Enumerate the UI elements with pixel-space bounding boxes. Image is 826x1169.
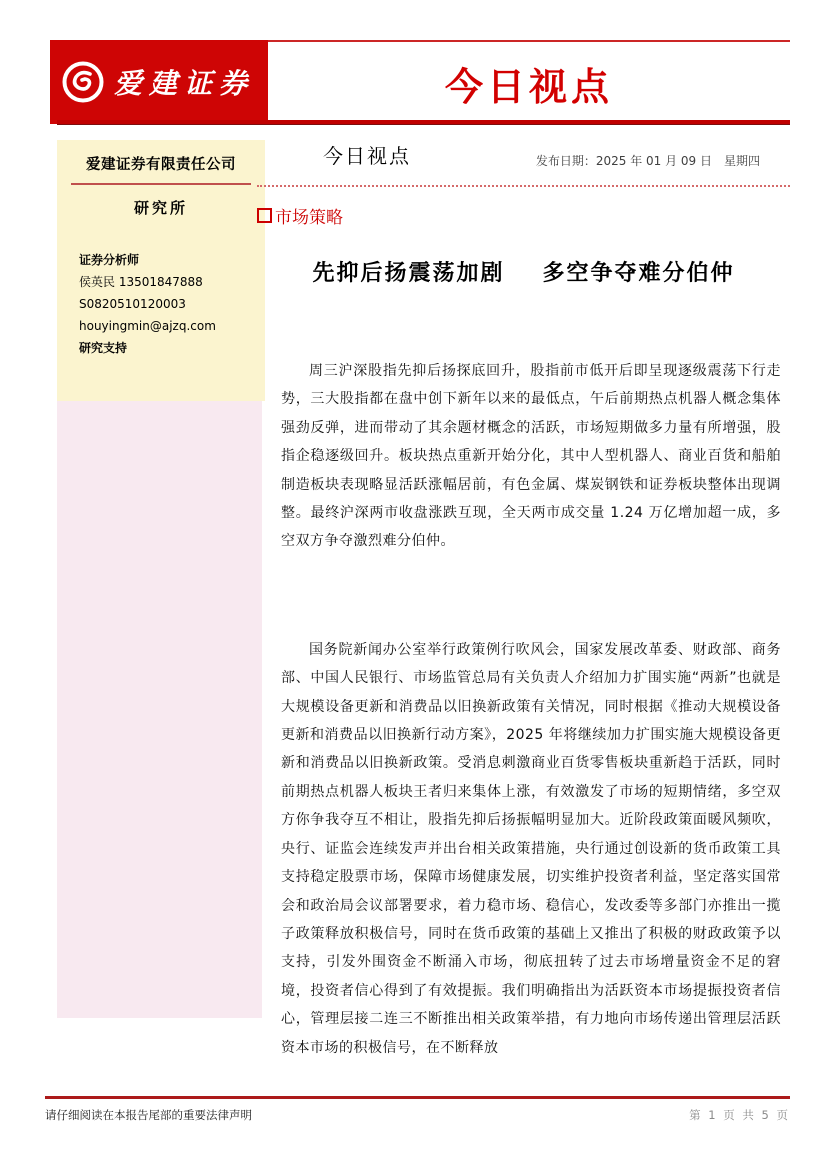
square-bullet-icon (257, 208, 272, 223)
analyst-label: 证券分析师 (79, 253, 140, 267)
aijian-emblem-icon (60, 59, 106, 105)
analyst-email: houyingmin@ajzq.com (79, 319, 216, 333)
headline-left: 先抑后扬震荡加剧 (312, 261, 505, 286)
brand-logo-box (50, 40, 268, 124)
section-header (257, 203, 790, 228)
analyst-license: S0820510120003 (79, 297, 186, 311)
analyst-name-phone: 侯英民 13501847888 (79, 275, 203, 289)
footer-rule (45, 1096, 790, 1099)
page-number: 第 1 页 共 5 页 (689, 1108, 790, 1122)
footer (45, 1107, 790, 1123)
header-bottom-rule (57, 120, 790, 125)
department-name: 研究所 (133, 199, 188, 217)
masthead-row (257, 140, 790, 169)
company-name: 爱建证券有限责任公司 (86, 157, 236, 173)
masthead-divider (257, 185, 790, 187)
sidebar-divider (71, 183, 251, 185)
sidebar-pink-panel (57, 401, 262, 1018)
publish-date: 发布日期：2025 年 01 月 09 日 星期四 (535, 154, 760, 168)
report-title: 今日视点 (323, 144, 411, 168)
section-title: 市场策略 (275, 208, 343, 228)
research-support-label: 研究支持 (79, 341, 128, 355)
article-headline (257, 256, 790, 287)
footer-disclaimer: 请仔细阅读在本报告尾部的重要法律声明 (45, 1108, 252, 1122)
report-body (257, 140, 790, 1062)
banner-title: 今日视点 (444, 65, 613, 109)
article-paragraph: 国务院新闻办公室举行政策例行吹风会，国家发展改革委、财政部、商务部、中国人民银行、市场监管总局有关负责人介绍加力扩围实施“两新”也就是大规模设备更新和消费品以旧换新政策有关情况，同时根据《推动大规模设备更新和消费品以旧换新行动方案》，2025 年将继续加力扩围实施大规模设备更新和消费品以旧换新政策。受消息刺激商业百货零售板块重新趋于活跃，同时前期热点机器人板块王者归来集体上涨，有效激发了市场的短期情绪，多空双方你争我夺互不相让，股指先抑后扬振幅明显加大。近阶段政策面暖风频吹，央行、证监会连续发声并出台相关政策措施，央行通过创设新的货币政策工具支持稳定股票市场，保障市场健康发展，切实维护投资者利益，坚定落实国常会和政治局会议部署要求，着力稳市场、稳信心，发改委等多部门亦推出一揽子政策释放积极信号，同时在货币政策的基础上又推出了积极的财政政策予以支持，引发外围资金不断涌入市场，彻底扭转了过去市场增量资金不足的窘境，投资者信心得到了有效提振。我们明确指出为活跃资本市场提振投资者信心，管理层接二连三不断推出相关政策举措，有力地向市场传递出管理层活跃资本市场的积极信号，在不断释放 (281, 641, 781, 1056)
brand-name: 爱建证券 (114, 67, 255, 100)
sidebar-info-panel (57, 140, 265, 401)
headline-right: 多空争夺难分伯仲 (542, 261, 735, 286)
analyst-block (79, 249, 257, 359)
article-paragraph: 周三沪深股指先抑后扬探底回升，股指前市低开后即呈现逐级震荡下行走势，三大股指都在盘中创下新年以来的最低点，午后前期热点机器人概念集体强劲反弹，进而带动了其余题材概念的活跃，市场短期做多力量有所增强，股指企稳逐级回升。板块热点重新开始分化，其中人型机器人、商业百货和船舶制造板块表现略显活跃涨幅居前，有色金属、煤炭钢铁和证券板块整体出现调整。最终沪深两市收盘涨跌互现，全天两市成交量 1.24 万亿增加超一成，多空双方争夺激烈难分伯仲。 (281, 363, 781, 550)
